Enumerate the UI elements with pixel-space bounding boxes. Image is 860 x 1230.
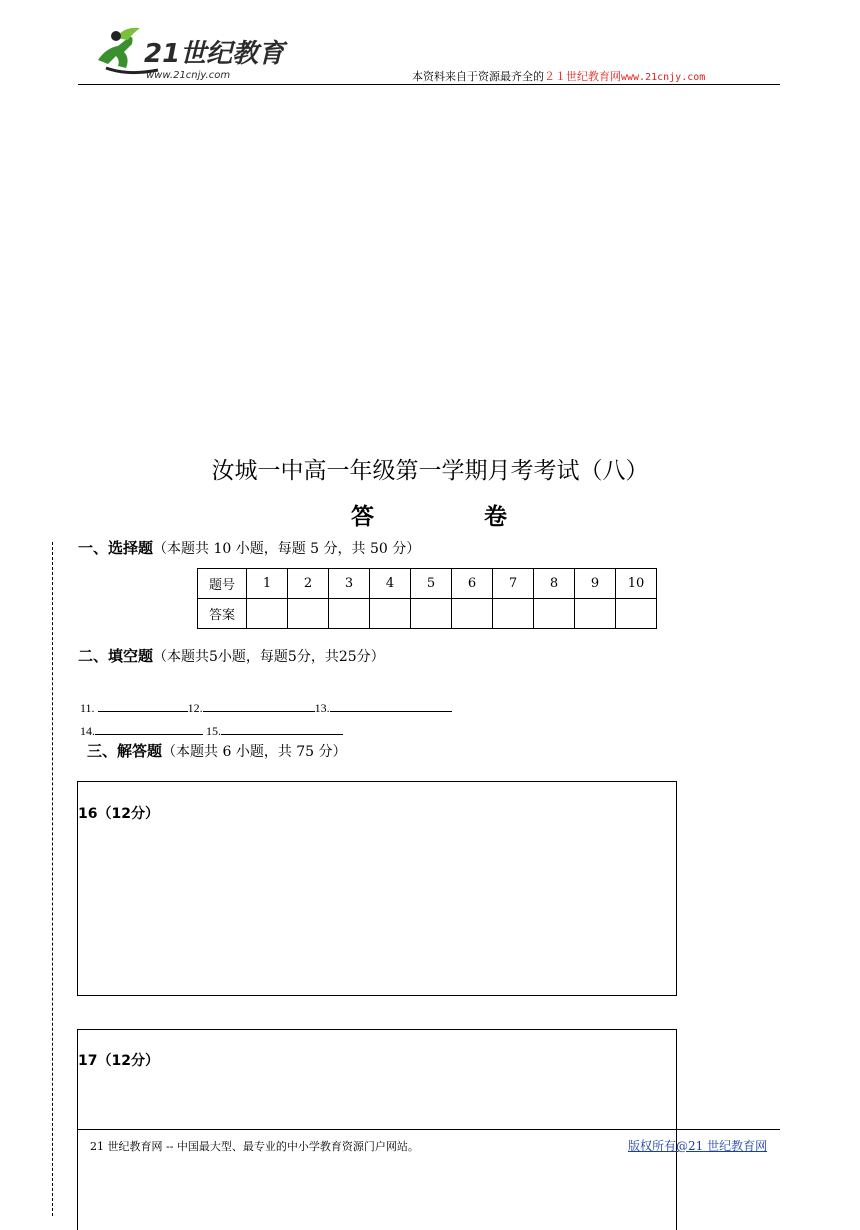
section1-desc: （本题共 10 小题，每题 5 分，共 50 分） [153, 541, 421, 557]
section1-label: 一、选择题 [78, 539, 154, 557]
question-number: 7 [493, 569, 534, 599]
q11-label: 11. [80, 701, 95, 715]
header-divider [78, 84, 780, 85]
table-row [198, 569, 657, 599]
answer-cell[interactable] [575, 599, 616, 629]
q15-blank[interactable] [221, 722, 343, 735]
logo-brand-text: 21世纪教育 [144, 39, 285, 69]
question-number: 1 [247, 569, 288, 599]
answer-cell[interactable] [288, 599, 329, 629]
answer-cell[interactable] [616, 599, 657, 629]
q14-blank[interactable] [95, 722, 203, 735]
header-site-name: ２１世纪教育网 [544, 70, 621, 83]
q13-blank[interactable] [330, 699, 452, 712]
q13-label: 13. [314, 701, 330, 715]
copyright-link[interactable]: 版权所有@21 世纪教育网 [628, 1139, 768, 1153]
q16-answer-box[interactable] [77, 781, 677, 996]
logo-url-text: www.21cnjy.com [146, 70, 231, 81]
section2-heading [78, 645, 385, 666]
fill-blank-row-1 [80, 699, 452, 716]
answer-cell[interactable] [493, 599, 534, 629]
section3-desc: （本题共 6 小题，共 75 分） [162, 744, 347, 760]
section3-heading [87, 740, 347, 761]
footer-divider [78, 1129, 780, 1130]
q11-blank[interactable] [98, 699, 188, 712]
binding-line [52, 542, 53, 1216]
question-number: 10 [616, 569, 657, 599]
question-number: 6 [452, 569, 493, 599]
row-header-number: 题号 [198, 569, 247, 599]
answer-title-char-2: 卷 [484, 504, 507, 530]
answer-cell[interactable] [247, 599, 288, 629]
answer-cell[interactable] [370, 599, 411, 629]
question-number: 9 [575, 569, 616, 599]
question-number: 2 [288, 569, 329, 599]
logo [88, 18, 288, 82]
answer-cell[interactable] [411, 599, 452, 629]
q15-label: 15. [206, 724, 221, 738]
logo-runner-icon [88, 18, 288, 82]
q17-label: 17（12分） [78, 1053, 159, 1069]
answer-cell[interactable] [452, 599, 493, 629]
header-url: www.21cnjy.com [621, 72, 706, 83]
table-row [198, 599, 657, 629]
row-header-answer: 答案 [198, 599, 247, 629]
choice-answer-table [197, 568, 657, 629]
fill-blank-row-2 [80, 722, 343, 739]
question-number: 3 [329, 569, 370, 599]
question-number: 5 [411, 569, 452, 599]
section3-label: 三、解答题 [87, 742, 163, 760]
section2-label: 二、填空题 [78, 647, 154, 665]
q16-label: 16（12分） [78, 806, 159, 822]
answer-title-char-1: 答 [351, 504, 374, 530]
question-number: 8 [534, 569, 575, 599]
answer-cell[interactable] [534, 599, 575, 629]
answer-cell[interactable] [329, 599, 370, 629]
exam-title: 汝城一中高一年级第一学期月考考试（八） [211, 458, 649, 484]
q12-label: 12. [187, 701, 203, 715]
q12-blank[interactable] [203, 699, 315, 712]
header-note: 本资料来自于资源最齐全的２１世纪教育网www.21cnjy.com [412, 70, 706, 83]
section1-heading [78, 537, 420, 558]
q14-label: 14. [80, 724, 95, 738]
section2-desc: （本题共5小题，每题5分，共25分） [153, 649, 385, 665]
question-number: 4 [370, 569, 411, 599]
footer-text: 21 世纪教育网 -- 中国最大型、最专业的中小学教育资源门户网站。 [90, 1140, 419, 1153]
